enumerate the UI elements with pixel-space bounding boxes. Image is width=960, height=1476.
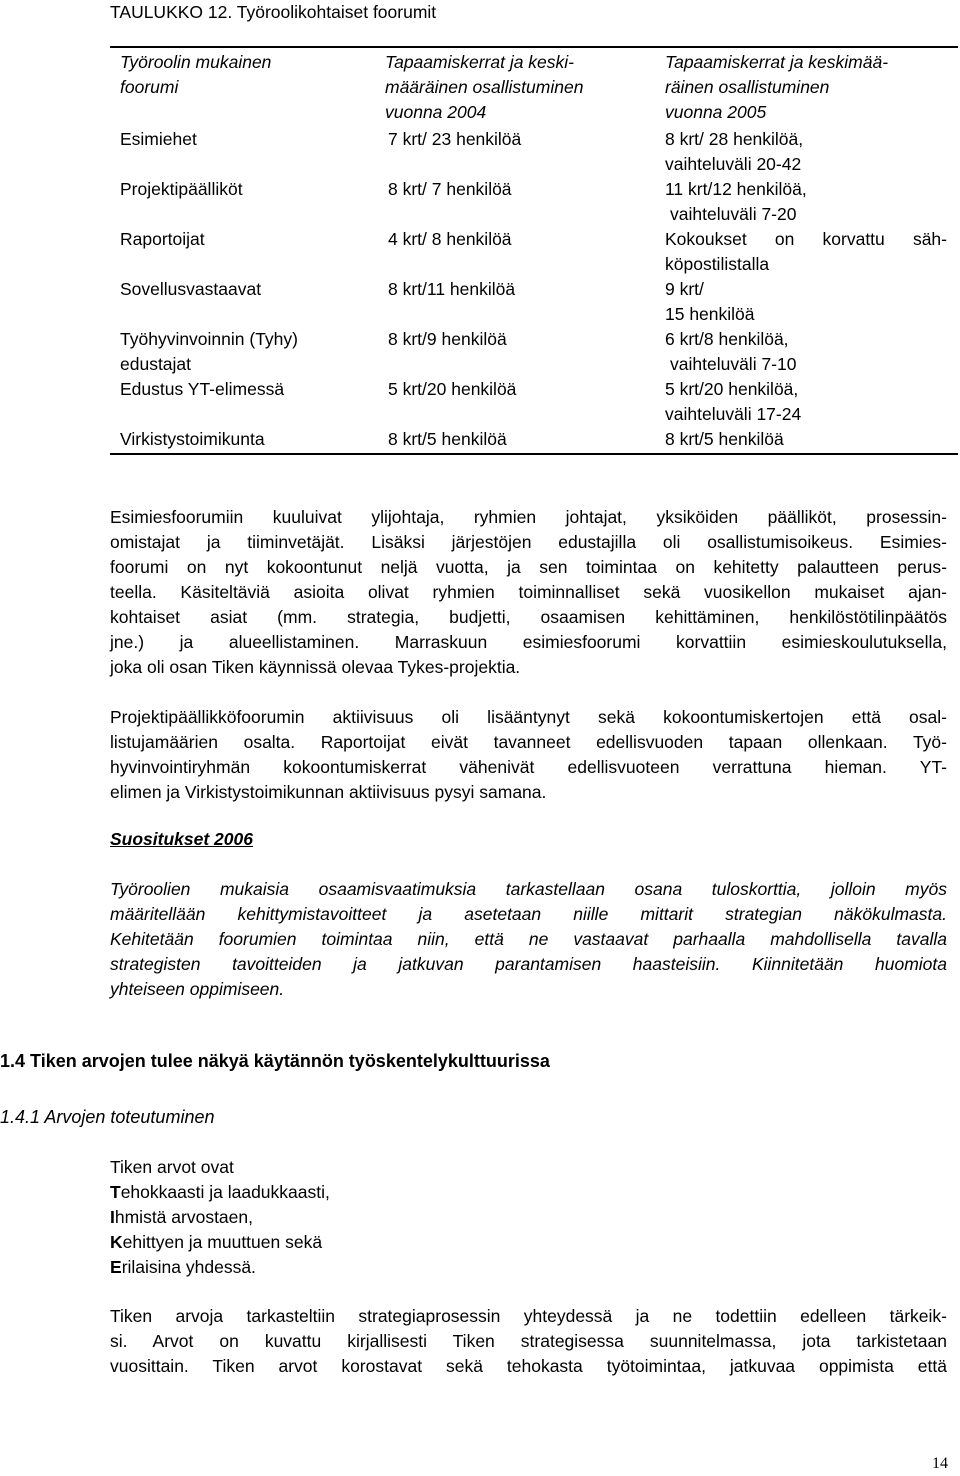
header-2004-line: määräinen osallistuminen: [385, 77, 584, 97]
row-2004: [388, 277, 515, 302]
row-2004-text: 5 krt/20 henkilöä: [388, 379, 517, 399]
header-2005: [665, 50, 888, 125]
row-role-text: Edustus YT-elimessä: [120, 379, 285, 399]
value-initial: K: [110, 1232, 123, 1252]
row-2004-text: 8 krt/11 henkilöä: [388, 279, 516, 299]
row-2005-text: Kokoukset on korvattu säh-: [665, 229, 947, 249]
paragraph-line: kohtaiset asiat (mm. strategia, budjetti, osaamisen kehittäminen, henkilöstötilinpäätös: [110, 607, 947, 627]
paragraph-line: Kehitetään foorumien toimintaa niin, että ne vastaavat parhaalla mahdollisella tavalla: [110, 929, 947, 949]
header-role-line: Työroolin mukainen: [120, 52, 272, 72]
value-initial: T: [110, 1182, 121, 1202]
row-2004-text: 4 krt/ 8 henkilöä: [388, 229, 512, 249]
paragraph-line: teella. Käsiteltäviä asioita olivat ryhmien toiminnalliset sekä vuosikellon mukaiset ajan-: [110, 582, 947, 602]
value-text: ehittyen ja muuttuen sekä: [122, 1232, 323, 1252]
row-2005-text: 15 henkilöä: [665, 304, 755, 324]
header-2004-line: Tapaamiskerrat ja keski-: [385, 52, 575, 72]
row-2005-text: 8 krt/5 henkilöä: [665, 429, 784, 449]
row-2005-text: 9 krt/: [665, 279, 704, 299]
paragraph-esimiesfoorumi: [110, 505, 947, 680]
table-caption: TAULUKKO 12. Työroolikohtaiset foorumit: [110, 2, 437, 22]
row-2004-text: 8 krt/ 7 henkilöä: [388, 179, 512, 199]
row-2004: [388, 327, 507, 352]
row-2005: [665, 277, 755, 327]
paragraph-arvot: [110, 1304, 947, 1379]
row-role: [120, 227, 205, 252]
value-item: [110, 1230, 330, 1255]
row-2004: [388, 227, 512, 252]
row-2004-text: 8 krt/5 henkilöä: [388, 429, 507, 449]
row-2004: [388, 427, 507, 452]
row-2005-text: 11 krt/12 henkilöä,: [665, 179, 807, 199]
paragraph-line: vuosittain. Tiken arvot korostavat sekä tehokasta työtoimintaa, jatkuvaa oppimista että: [110, 1356, 947, 1376]
row-role: [120, 377, 284, 402]
row-2005-text: 6 krt/8 henkilöä,: [665, 329, 789, 349]
row-role-text: Raportoijat: [120, 229, 205, 249]
row-2004: [388, 127, 521, 152]
row-2005: [665, 227, 947, 277]
paragraph-line: joka oli osan Tiken käynnissä olevaa Tykes-projektia.: [110, 657, 521, 677]
paragraph-line: strategisten tavoitteiden ja jatkuvan parantamisen haasteisiin. Kiinnitetään huomiota: [110, 954, 947, 974]
row-2005-text: 8 krt/ 28 henkilöä,: [665, 129, 804, 149]
header-role-line: foorumi: [120, 77, 179, 97]
row-2004-text: 8 krt/9 henkilöä: [388, 329, 507, 349]
paragraph-line: si. Arvot on kuvattu kirjallisesti Tiken strategisessa suunnitelmassa, jota tarkistetaan: [110, 1331, 947, 1351]
row-role-text: Projektipäälliköt: [120, 179, 243, 199]
header-2005-line: vuonna 2005: [665, 102, 767, 122]
row-2005: [665, 377, 801, 427]
paragraph-line: määritellään kehittymistavoitteet ja asetetaan niille mittarit strategian näkökulmasta.: [110, 904, 947, 924]
row-role-text: Työhyvinvoinnin (Tyhy): [120, 329, 298, 349]
value-initial: I: [110, 1207, 115, 1227]
page-number: 14: [932, 1455, 948, 1472]
row-role-text: Esimiehet: [120, 129, 197, 149]
row-role-text: Sovellusvastaavat: [120, 279, 262, 299]
paragraph-line: Esimiesfoorumiin kuuluivat ylijohtaja, ryhmien johtajat, yksiköiden päälliköt, prosessin-: [110, 507, 947, 527]
row-2005-text: 5 krt/20 henkilöä,: [665, 379, 799, 399]
header-2004-line: vuonna 2004: [385, 102, 487, 122]
value-text: hmistä arvostaen,: [114, 1207, 253, 1227]
paragraph-line: elimen ja Virkistystoimikunnan aktiivisuus pysyi samana.: [110, 782, 547, 802]
paragraph-line: listujamäärien osalta. Raportoijat eivät tavanneet edellisvuoden tapaan ollenkaan. Työ-: [110, 732, 947, 752]
value-text: ehokkaasti ja laadukkaasti,: [120, 1182, 330, 1202]
recommendations-paragraph: [110, 877, 947, 1002]
values-intro: Tiken arvot ovat: [110, 1157, 234, 1177]
row-role: [120, 427, 265, 452]
row-role: [120, 177, 243, 202]
row-2005: [665, 427, 784, 452]
value-initial: E: [110, 1257, 122, 1277]
row-role: [120, 327, 298, 377]
paragraph-line: omistajat ja tiiminvetäjät. Lisäksi järjestöjen edustajilla oli osallistumisoikeus. Esimies-: [110, 532, 947, 552]
value-item: [110, 1205, 330, 1230]
paragraph-projektipaallikko: [110, 705, 947, 805]
paragraph-line: Tiken arvoja tarkasteltiin strategiaprosessin yhteydessä ja ne todettiin edelleen tärkeik-: [110, 1306, 947, 1326]
row-role: [120, 127, 197, 152]
table-bottom-rule: [110, 453, 958, 455]
row-2004: [388, 377, 516, 402]
paragraph-line: Projektipäällikköfoorumin aktiivisuus oli lisääntynyt sekä kokoontumiskertojen että osal-: [110, 707, 947, 727]
header-2004: [385, 50, 583, 125]
row-2004-text: 7 krt/ 23 henkilöä: [388, 129, 522, 149]
row-2005-text: vaihteluväli 7-20: [670, 204, 797, 224]
paragraph-line: foorumi on nyt kokoontunut neljä vuotta, ja sen toimintaa on kehitetty palautteen perus-: [110, 557, 947, 577]
row-2005: [665, 127, 803, 177]
header-role: [120, 50, 271, 100]
values-list: [110, 1155, 330, 1280]
paragraph-line: Työroolien mukaisia osaamisvaatimuksia tarkastellaan osana tuloskorttia, jolloin myös: [110, 879, 947, 899]
value-item: [110, 1180, 330, 1205]
row-2005: [665, 327, 796, 377]
value-item: [110, 1255, 330, 1280]
subsection-heading: 1.4.1 Arvojen toteutuminen: [0, 1107, 215, 1127]
value-text: rilaisina yhdessä.: [121, 1257, 256, 1277]
paragraph-line: hyvinvointiryhmän kokoontumiskerrat vähenivät edellisvuoteen verrattuna hieman. YT-: [110, 757, 947, 777]
row-role: [120, 277, 261, 302]
row-role-text: edustajat: [120, 354, 192, 374]
section-heading: 1.4 Tiken arvojen tulee näkyä käytännön työskentelykulttuurissa: [0, 1051, 550, 1071]
row-2005: [665, 177, 807, 227]
row-role-text: Virkistystoimikunta: [120, 429, 265, 449]
paragraph-line: jne.) ja alueellistaminen. Marraskuun esimiesfoorumi korvattiin esimieskoulutuksella,: [110, 632, 947, 652]
paragraph-line: yhteiseen oppimiseen.: [110, 979, 285, 999]
header-2005-line: Tapaamiskerrat ja keskimää-: [665, 52, 889, 72]
recommendations-heading: Suositukset 2006: [110, 829, 253, 849]
row-2005-text: köpostilistalla: [665, 254, 770, 274]
row-2004: [388, 177, 512, 202]
row-2005-text: vaihteluväli 7-10: [670, 354, 797, 374]
table-top-rule: [110, 46, 958, 48]
row-2005-text: vaihteluväli 17-24: [665, 404, 802, 424]
header-2005-line: räinen osallistuminen: [665, 77, 830, 97]
row-2005-text: vaihteluväli 20-42: [665, 154, 802, 174]
